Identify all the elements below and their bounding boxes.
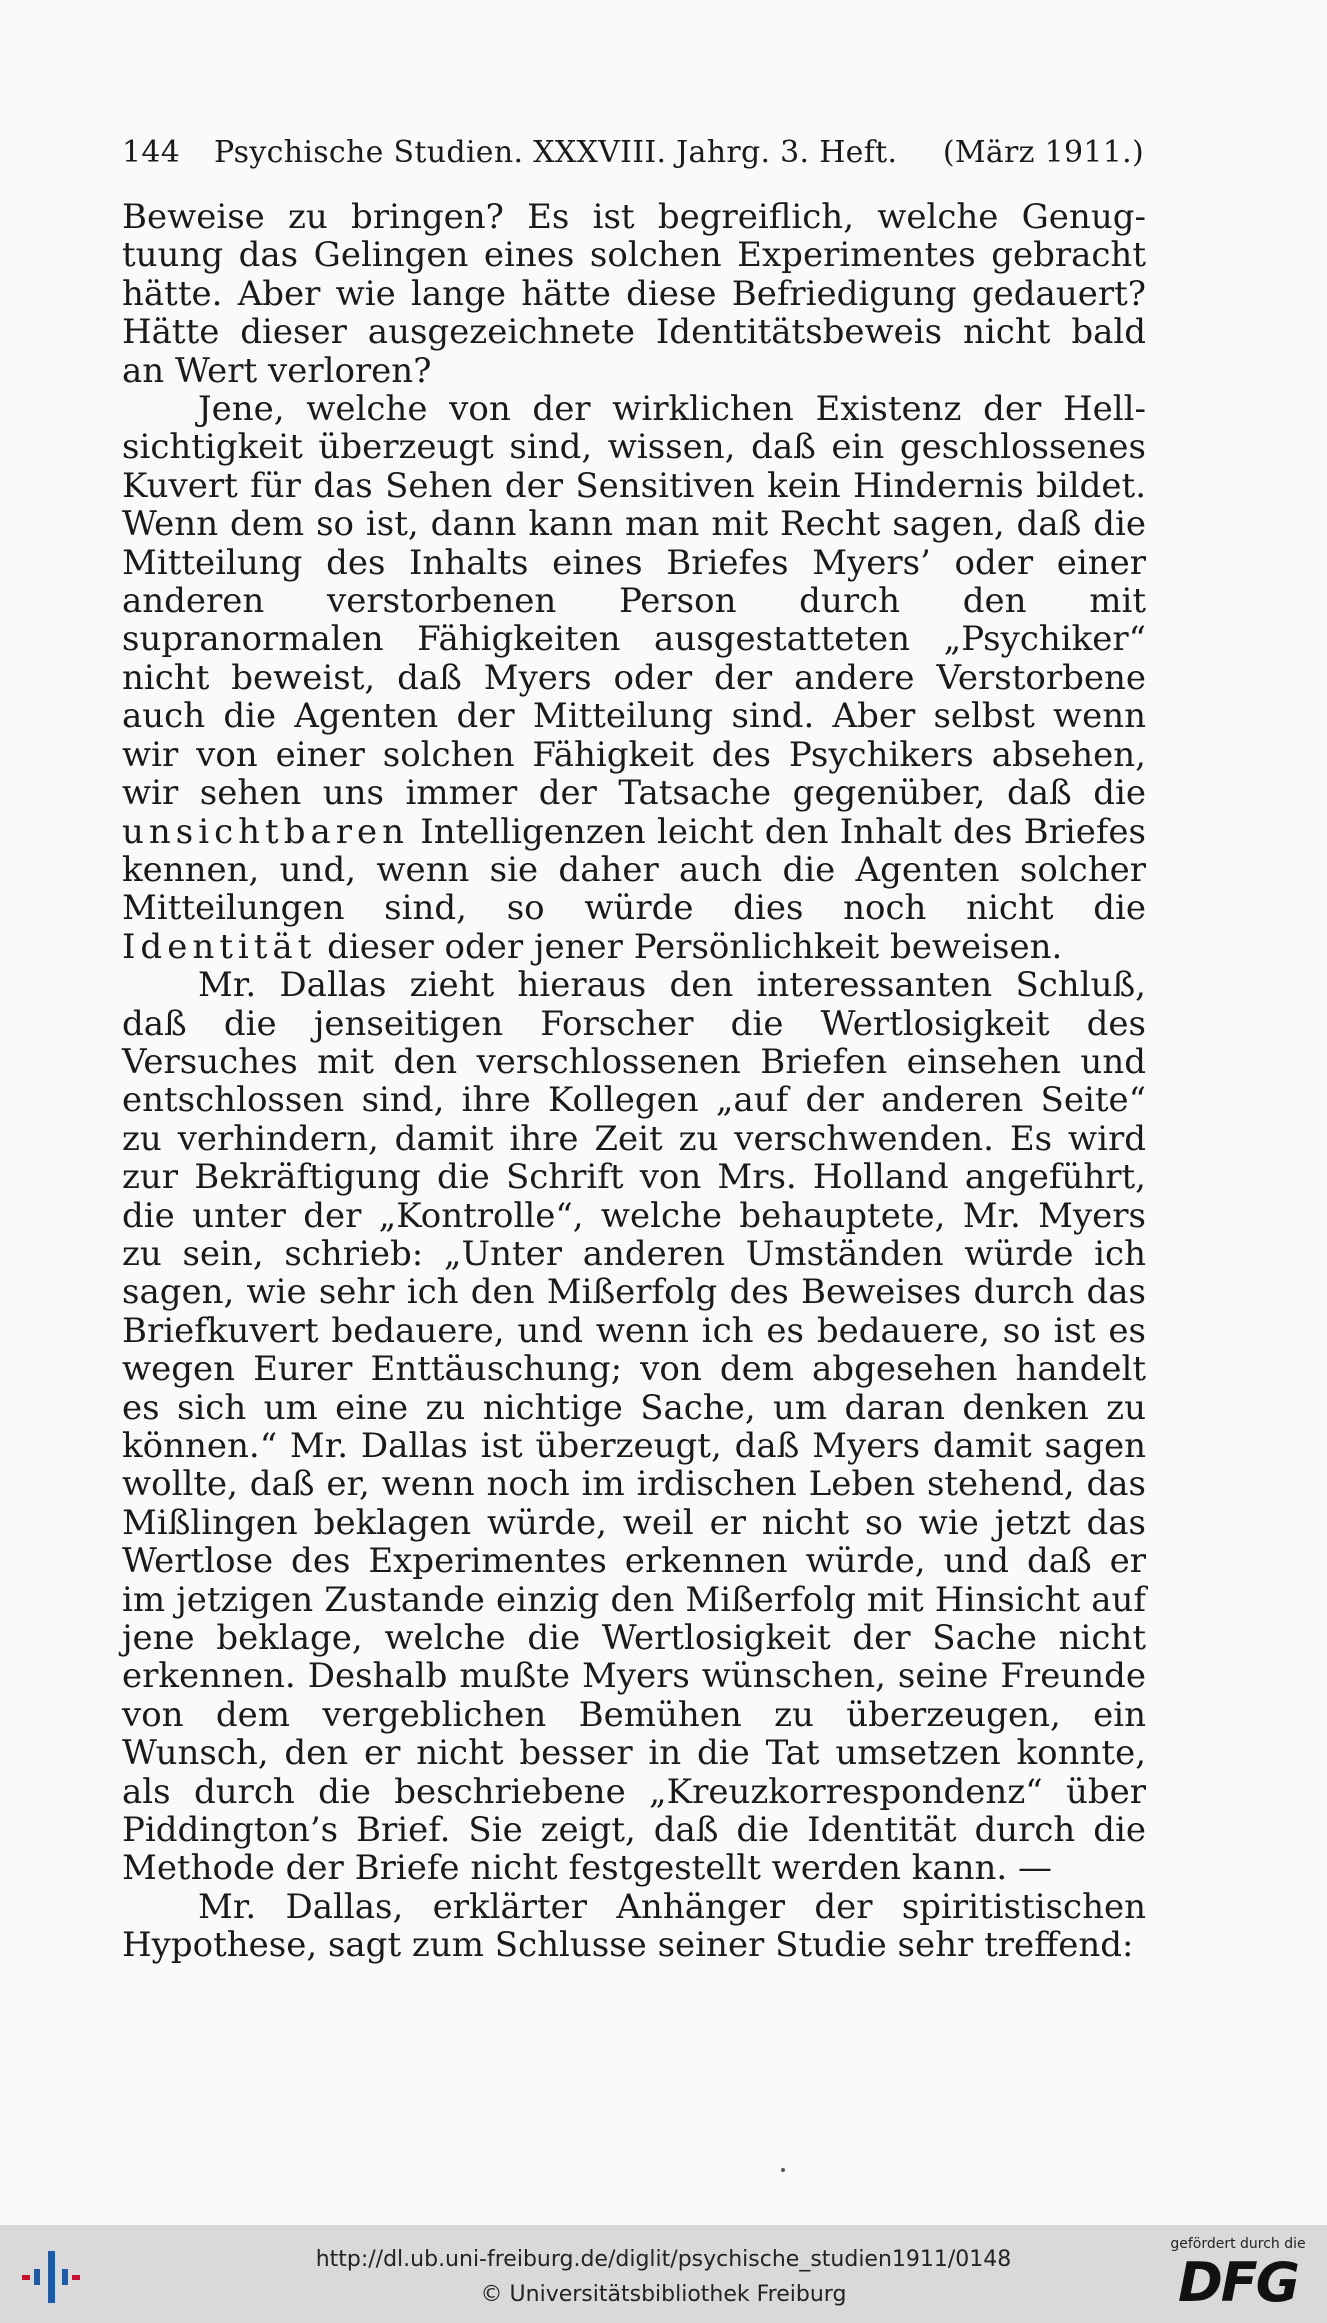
paragraph-2-part-c: dieser oder jener Persönlichkeit beweisen.	[327, 926, 1063, 967]
paragraph-3: Mr. Dallas zieht hieraus den interessanten Schluß, daß die jenseitigen Forscher die Wertlosigkeit des Versuches mit den verschlossenen Briefen einsehen und entschlossen sind, ihre Kollegen „auf der anderen Seite“ zu verhindern, damit ihre Zeit zu verschwenden. Es wird zur Bekräftigung die Schrift von Mrs. Holland angeführt, die unter der „Kontrolle“, welche behauptete, Mr. Myers zu sein, schrieb: „Unter anderen Umständen würde ich sagen, wie sehr ich den Mißerfolg des Beweises durch das Briefkuvert bedauere, und wenn ich es bedauere, so ist es wegen Eurer Enttäuschung; von dem abgesehen handelt es sich um eine zu nichtige Sache, um daran denken zu können.“ Mr. Dallas ist überzeugt, daß Myers damit sagen wollte, daß er, wenn noch im irdischen Leben stehend, das Mißlingen beklagen würde, weil er nicht so wie jetzt das Wertlose des Experimentes erkennen würde, und daß er im jetzigen Zustande einzig den Mißerfolg mit Hinsicht auf jene beklage, welche die Wertlosigkeit der Sache nicht erkennen. Deshalb mußte Myers wünschen, seine Freunde von dem vergeblichen Bemühen zu überzeugen, ein Wunsch, den er nicht besser in die Tat umsetzen konnte, als durch die beschriebene „Kreuzkorrespondenz“ über Piddington’s Brief. Sie zeigt, daß die Identität durch die Methode der Briefe nicht festgestellt werden kann. —	[122, 965, 1146, 1889]
paragraph-1: Beweise zu bringen? Es ist begreiflich, welche Genugtuung das Gelingen eines solchen Experimentes gebracht hätte. Aber wie lange hätte diese Befriedigung gedauert? Hätte dieser ausgezeichnete Identitätsbeweis nicht bald an Wert verloren?	[122, 197, 1146, 391]
paragraph-4: Mr. Dallas, erklärter Anhänger der spiritistischen Hypothese, sagt zum Schlusse seiner Studie sehr treffend:	[122, 1886, 1146, 1966]
paragraph-2-part-b: Intelligenzen leicht den Inhalt des Briefes kennen, und, wenn sie daher auch die Agenten solcher Mitteilungen sind, so würde dies noch nicht die	[122, 811, 1147, 929]
page-number: 144	[122, 135, 181, 170]
permalink-url[interactable]: http://dl.ub.uni-freiburg.de/diglit/psychische_studien1911/0148	[315, 2247, 1012, 2272]
body-text	[122, 198, 1146, 1965]
dfg-logo: DFG	[1177, 2251, 1299, 2314]
print-speck	[781, 2168, 785, 2172]
copyright-notice: © Universitätsbibliothek Freiburg	[480, 2282, 847, 2307]
issue-date: (März 1911.)	[942, 135, 1144, 170]
viewer-footer	[0, 2225, 1327, 2323]
emphasis-identitaet: Identität	[122, 926, 317, 967]
dfg-sponsor-badge[interactable]	[1163, 2235, 1313, 2317]
journal-title: Psychische Studien. XXXVIII. Jahrg. 3. Heft.	[214, 135, 898, 170]
paragraph-2-part-a: Jene, welche von der wirklichen Existenz der Hellsichtigkeit überzeugt sind, wissen, daß ein geschlossenes Kuvert für das Sehen der Sensitiven kein Hindernis bildet. Wenn dem so ist, dann kann man mit Recht sagen, daß die Mitteilung des Inhalts eines Briefes Myers’ oder einer anderen verstorbenen Person durch den mit supranormalen Fähigkeiten ausgestatteten „Psychiker“ nicht beweist, daß Myers oder der andere Verstorbene auch die Agenten der Mitteilung sind. Aber selbst wenn wir von einer solchen Fähigkeit des Psychikers absehen, wir sehen uns immer der Tatsache gegenüber, daß die	[122, 389, 1146, 814]
paragraph-2	[122, 390, 1146, 966]
running-head	[122, 130, 1144, 176]
sponsor-caption: gefördert durch die	[1170, 2236, 1306, 2252]
emphasis-unsichtbaren: unsichtbaren	[122, 811, 410, 852]
